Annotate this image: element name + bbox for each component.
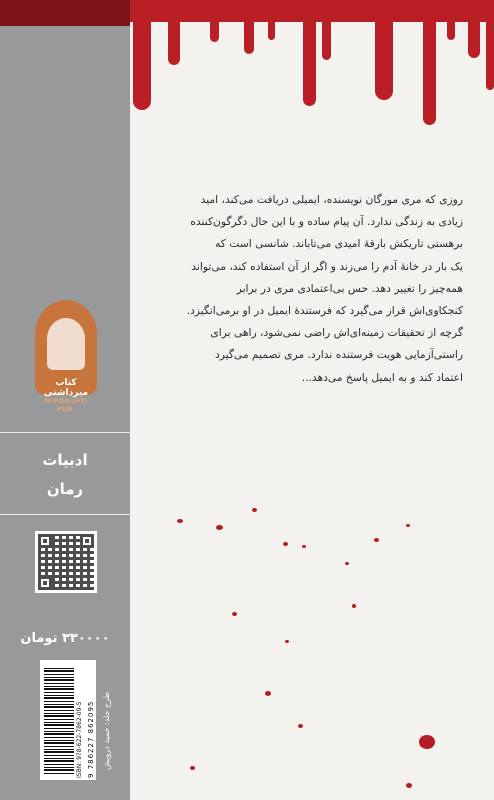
blurb-line: کنجکاوی‌اش قرار می‌گیرد که فرستندهٔ ایمیل در او برمی‌انگیزد. xyxy=(186,304,463,318)
qr-finder-tl xyxy=(38,534,52,548)
divider-bottom xyxy=(0,514,130,515)
publisher-logo xyxy=(35,300,97,412)
barcode-bars xyxy=(44,666,74,774)
blood-drip xyxy=(133,20,151,110)
blood-drip xyxy=(303,20,316,106)
qr-code xyxy=(35,531,97,593)
blurb-line: زیادی به زندگی ندارد. آن پیام ساده و با این حال دگرگون‌کننده xyxy=(190,215,463,229)
price: ۳۳۰۰۰۰ تومان xyxy=(20,631,110,646)
blurb-line: یک بار در خانهٔ آدم را می‌زند و اگر از آن استفاده کند، می‌تواند xyxy=(191,259,463,273)
blood-spot xyxy=(302,545,306,548)
genre-novel: رمان xyxy=(46,480,84,498)
blood-spot xyxy=(345,562,349,565)
qr-pattern xyxy=(38,534,94,590)
blood-spot xyxy=(252,508,257,512)
qr-finder-tr xyxy=(80,534,94,548)
blood-drip xyxy=(423,20,436,125)
genre-literature: ادبیات xyxy=(42,451,88,469)
barcode-number: 9 786227 862095 xyxy=(87,700,95,778)
blood-top-edge xyxy=(130,0,494,22)
left-spine-panel xyxy=(0,0,130,800)
blood-spot xyxy=(419,735,435,749)
publisher-name-en: MIRDASHTI PUB. xyxy=(44,397,88,413)
blood-drip xyxy=(447,20,455,40)
blurb-line: گرچه از تحقیقات زمینه‌ای‌اش راضی نمی‌شود، راهی برای xyxy=(210,326,463,340)
blood-drip xyxy=(486,20,494,90)
blurb-line: راستی‌آزمایی هویت فرستنده ندارد. مری تصمیم می‌گیرد xyxy=(214,348,463,362)
blurb-line: همه‌چیز را تغییر دهد. حس بی‌اعتمادی مری در برابر xyxy=(236,281,463,295)
barcode xyxy=(40,660,96,780)
blood-drip xyxy=(468,20,480,58)
blood-spot xyxy=(283,542,288,546)
blood-drip xyxy=(244,20,254,54)
blood-spot xyxy=(232,612,237,616)
blood-drip xyxy=(268,20,275,40)
blood-spot xyxy=(406,524,410,527)
blood-spot xyxy=(177,519,183,523)
qr-finder-bl xyxy=(38,576,52,590)
blood-spot xyxy=(374,538,379,542)
blood-drip xyxy=(375,20,393,100)
blurb-line: برهستی تاریکش بارقهٔ امیدی می‌تاباند. شانسی است که xyxy=(215,237,463,251)
blurb-line: اعتماد کند و به ایمیل پاسخ می‌دهد... xyxy=(301,370,463,384)
blood-drip xyxy=(322,20,331,60)
blood-spot xyxy=(265,691,271,696)
blood-spot xyxy=(298,724,303,728)
cover-credit: طرح جلد: حمید درویش xyxy=(102,692,111,770)
blood-spot xyxy=(216,525,223,530)
blood-spot xyxy=(352,604,356,608)
blood-spot xyxy=(190,766,195,770)
top-red-band xyxy=(0,0,130,26)
blood-spot xyxy=(406,783,412,788)
isbn-text: ISBN: 978-622-7862-09-5 xyxy=(76,701,83,778)
divider-top xyxy=(0,432,130,433)
blood-drip xyxy=(168,20,180,65)
blurb-line: روزی که مری مورگان نویسنده، ایمیلی دریافت می‌کند، امید xyxy=(200,193,463,206)
logo-inner-window xyxy=(47,318,85,370)
publisher-name-fa: کتاب میرداشتی xyxy=(43,378,89,398)
blood-spot xyxy=(285,640,289,643)
blood-drip xyxy=(210,20,219,42)
blurb xyxy=(150,189,463,389)
